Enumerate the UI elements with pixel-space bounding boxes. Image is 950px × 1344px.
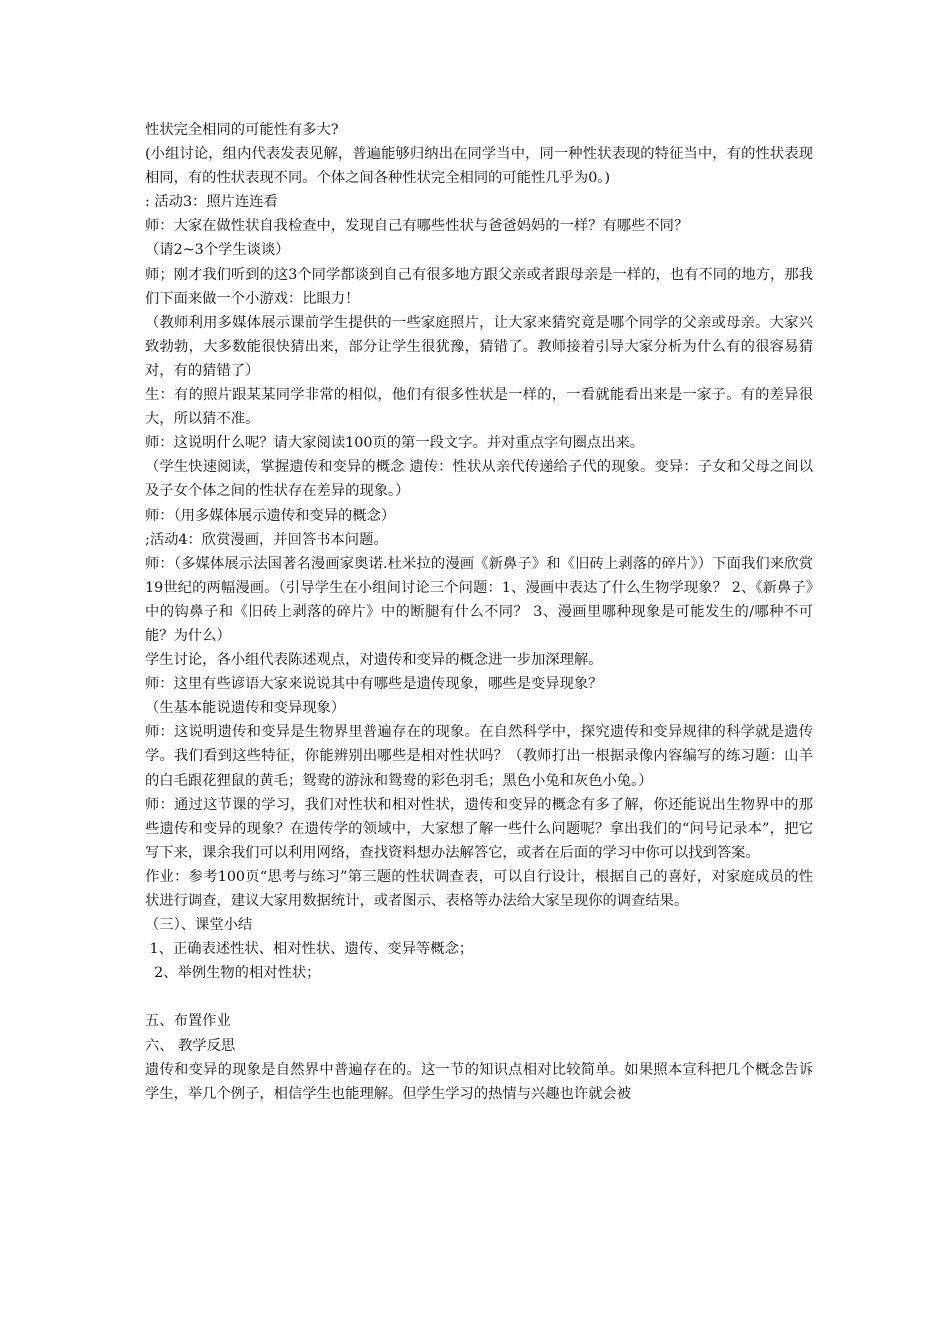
paragraph: 师：这说明什么呢？请大家阅读100页的第一段文字。并对重点字句圈点出来。 [145, 435, 645, 452]
paragraph: 作业：参考100页“思考与练习”第三题的性状调查表，可以自行设计，根据自己的喜好，对家庭成员的性状进行调查，建议大家用数据统计，或者图示、表格等办法给大家呈现你的调查结果。 [145, 868, 813, 909]
paragraph: 师：（多媒体展示法国著名漫画家奥诺.杜米拉的漫画《新鼻子》和《旧砖上剥落的碎片》）下面我们来欣赏19世纪的两幅漫画。（引导学生在小组间讨论三个问题：1、漫画中表达了什么生物学现象？ 2、《新鼻子》中的钩鼻子和《旧砖上剥落的碎片》中的断腿有什么不同？ 3、漫画里哪种现象是可能发生的/哪种不可能？为什么） [145, 555, 813, 644]
paragraph: 师：大家在做性状自我检查中，发现自己有哪些性状与爸爸妈妈的一样？有哪些不同？ [145, 218, 689, 235]
paragraph: 生：有的照片跟某某同学非常的相似，他们有很多性状是一样的，一看就能看出来是一家子。有的差异很大，所以猜不准。 [145, 387, 813, 428]
paragraph: 性状完全相同的可能性有多大? [145, 122, 339, 138]
blank-line [145, 985, 813, 1009]
paragraph: （教师利用多媒体展示课前学生提供的一些家庭照片，让大家来猜究竟是哪个同学的父亲或母亲。大家兴致勃勃，大多数能很快猜出来，部分让学生很犹豫，猜错了。教师接着引导大家分析为什么有的很容易猜对，有的猜错了） [145, 314, 813, 379]
paragraph: （生基本能说遗传和变异现象） [145, 700, 346, 717]
paragraph: 师：（用多媒体展示遗传和变异的概念） [145, 507, 396, 524]
section-heading: 五、布置作业 [145, 1013, 231, 1030]
list-item: 1、正确表述性状、相对性状、遗传、变异等概念； [145, 941, 474, 958]
paragraph: ;活动4：欣赏漫画，并回答书本问题。 [145, 531, 388, 548]
section-heading: （三）、课堂小结 [145, 917, 253, 934]
section-heading: 六、 教学反思 [145, 1037, 236, 1054]
paragraph: 学生讨论，各小组代表陈述观点，对遗传和变异的概念进一步加深理解。 [145, 652, 603, 669]
paragraph: (小组讨论，组内代表发表见解，普遍能够归纳出在同学当中，同一种性状表现的特征当中，有的性状表现相同，有的性状表现不同。个体之间各种性状完全相同的可能性几乎为0。) [145, 146, 813, 187]
list-item: 2、举例生物的相对性状； [145, 965, 321, 982]
paragraph: 遗传和变异的现象是自然界中普遍存在的。这一节的知识点相对比较简单。如果照本宣科把几个概念告诉学生，举几个例子，相信学生也能理解。但学生学习的热情与兴趣也许就会被 [145, 1061, 813, 1102]
paragraph: 师：这里有些谚语大家来说说其中有哪些是遗传现象，哪些是变异现象？ [145, 676, 603, 693]
paragraph: 师：通过这节课的学习，我们对性状和相对性状，遗传和变异的概念有多了解，你还能说出生物界中的那些遗传和变异的现象？在遗传学的领域中，大家想了解一些什么问题呢？拿出我们的“问号记录本”，把它写下来，课余我们可以利用网络，查找资料想办法解答它，或者在后面的学习中你可以找到答案。 [145, 796, 813, 861]
paragraph: （学生快速阅读，掌握遗传和变异的概念 遗传：性状从亲代传递给子代的现象。变异：子女和父母之间以及子女个体之间的性状存在差异的现象。） [145, 459, 813, 500]
paragraph: （请2~3个学生谈谈） [145, 242, 290, 259]
paragraph: 师；刚才我们听到的这3个同学都谈到自己有很多地方跟父亲或者跟母亲是一样的，也有不同的地方，那我们下面来做一个小游戏：比眼力！ [145, 266, 813, 307]
paragraph: : 活动3：照片连连看 [145, 194, 278, 211]
paragraph: 师：这说明遗传和变异是生物界里普遍存在的现象。在自然科学中，探究遗传和变异规律的科学就是遗传学。我们看到这些特征，你能辨别出哪些是相对性状吗？（教师打出一根据录像内容编写的练习题：山羊的白毛跟花狸鼠的黄毛；鸳鸯的游泳和鸳鸯的彩色羽毛；黑色小兔和灰色小兔。） [145, 724, 813, 789]
document-body [145, 118, 813, 1106]
